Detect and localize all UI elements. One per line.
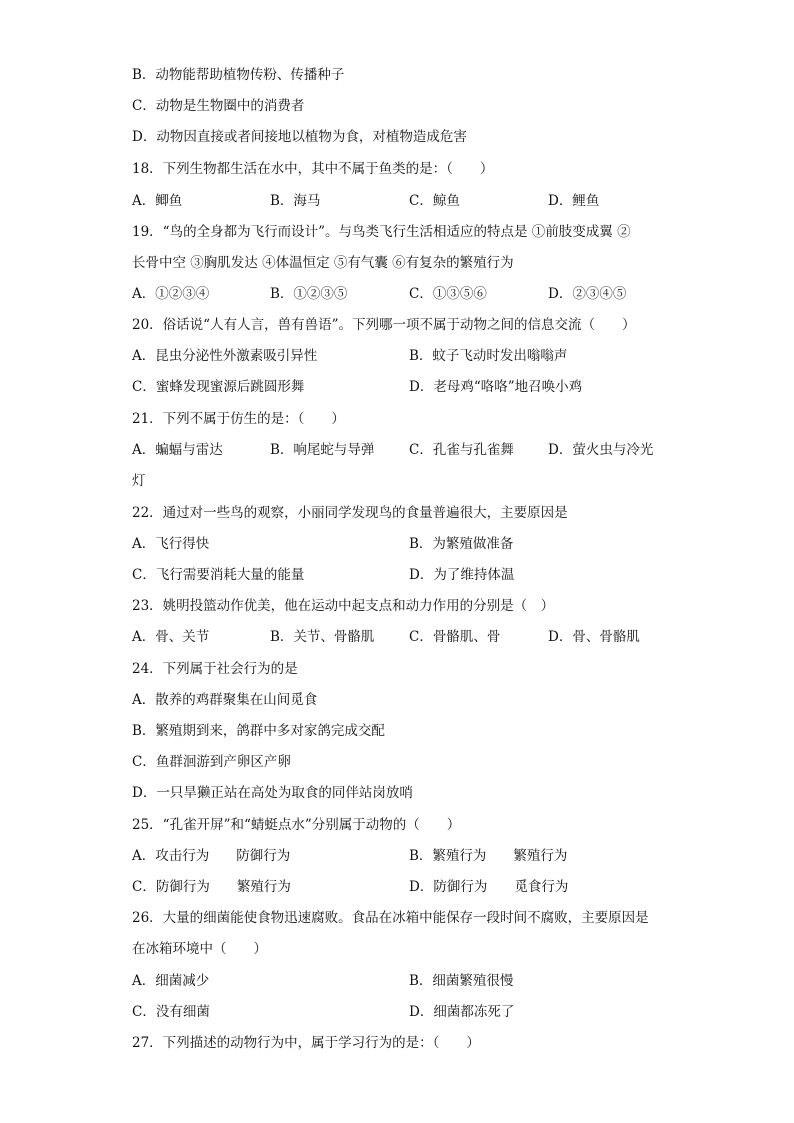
q23-option-a: A．骨、关节 bbox=[132, 629, 210, 645]
q19-option-b: B．①②③⑤ bbox=[270, 286, 348, 302]
q24-option-b: B．繁殖期到来，鸽群中多对家鸽完成交配 bbox=[132, 723, 385, 739]
q20-option-b: B．蚊子飞动时发出嗡嗡声 bbox=[409, 348, 568, 364]
q23-option-c: C．骨骼肌、骨 bbox=[409, 629, 501, 645]
q26-option-b: B．细菌繁殖很慢 bbox=[409, 973, 514, 989]
q19-option-d: D．②③④⑤ bbox=[548, 286, 627, 302]
q20-stem: 20．俗话说“人有人言，兽有兽语”。下列哪一项不属于动物之间的信息交流（ ） bbox=[132, 317, 636, 333]
q21-stem: 21．下列不属于仿生的是：（ ） bbox=[132, 411, 345, 427]
q22-option-b: B．为繁殖做准备 bbox=[409, 536, 514, 552]
q18-stem: 18．下列生物都生活在水中，其中不属于鱼类的是：（ ） bbox=[132, 161, 494, 177]
q18-option-c: C．鲸鱼 bbox=[409, 193, 460, 209]
q22-option-c: C．飞行需要消耗大量的能量 bbox=[132, 567, 305, 583]
q21-option-d-wrap: 灯 bbox=[132, 473, 146, 489]
q24-stem: 24．下列属于社会行为的是 bbox=[132, 661, 298, 677]
q17-option-b: B．动物能帮助植物传粉、传播种子 bbox=[132, 67, 345, 83]
q17-option-c: C．动物是生物圈中的消费者 bbox=[132, 98, 305, 114]
q20-option-c: C．蜜蜂发现蜜源后跳圆形舞 bbox=[132, 379, 305, 395]
q20-option-a: A．昆虫分泌性外激素吸引异性 bbox=[132, 348, 318, 364]
q24-option-a: A．散养的鸡群聚集在山间觅食 bbox=[132, 692, 318, 708]
q20-option-d: D．老母鸡“咯咯”地召唤小鸡 bbox=[409, 379, 583, 395]
q27-stem: 27．下列描述的动物行为中，属于学习行为的是：（ ） bbox=[132, 1035, 480, 1051]
q25-option-c: C．防御行为 繁殖行为 bbox=[132, 879, 291, 895]
q22-stem: 22．通过对一些鸟的观察，小丽同学发现鸟的食量普遍很大，主要原因是 bbox=[132, 505, 568, 521]
q19-option-a: A．①②③④ bbox=[132, 286, 210, 302]
q24-option-c: C．鱼群洄游到产卵区产卵 bbox=[132, 754, 291, 770]
q21-option-a: A．蝙蝠与雷达 bbox=[132, 442, 223, 458]
q21-option-d: D．萤火虫与冷光 bbox=[548, 442, 654, 458]
q22-option-d: D．为了维持体温 bbox=[409, 567, 515, 583]
q25-stem: 25．“孔雀开屏”和“蜻蜓点水”分别属于动物的（ ） bbox=[132, 817, 461, 833]
q18-option-d: D．鲤鱼 bbox=[548, 193, 600, 209]
q19-stem-line1: 19．“鸟的全身都为飞行而设计”。与鸟类飞行生活相适应的特点是 ①前肢变成翼 ② bbox=[132, 224, 631, 240]
q17-option-d: D．动物因直接或者间接地以植物为食，对植物造成危害 bbox=[132, 129, 467, 145]
q23-stem: 23．姚明投篮动作优美，他在运动中起支点和动力作用的分别是（ ） bbox=[132, 598, 555, 614]
q19-option-c: C．①③⑤⑥ bbox=[409, 286, 487, 302]
q19-stem-line2: 长骨中空 ③胸肌发达 ④体温恒定 ⑤有气囊 ⑥有复杂的繁殖行为 bbox=[132, 255, 514, 271]
q26-option-c: C．没有细菌 bbox=[132, 1004, 210, 1020]
q25-option-b: B．繁殖行为 繁殖行为 bbox=[409, 848, 568, 864]
q23-option-d: D．骨、骨骼肌 bbox=[548, 629, 640, 645]
q25-option-d: D．防御行为 觅食行为 bbox=[409, 879, 569, 895]
q26-option-d: D．细菌都冻死了 bbox=[409, 1004, 515, 1020]
q18-option-a: A．鲫鱼 bbox=[132, 193, 183, 209]
q22-option-a: A．飞行得快 bbox=[132, 536, 210, 552]
q23-option-b: B．关节、骨骼肌 bbox=[270, 629, 375, 645]
q26-stem-line1: 26．大量的细菌能使食物迅速腐败。食品在冰箱中能保存一段时间不腐败，主要原因是 bbox=[132, 910, 649, 926]
q26-stem-line2: 在冰箱环境中（ ） bbox=[132, 941, 267, 957]
q24-option-d: D．一只旱獭正站在高处为取食的同伴站岗放哨 bbox=[132, 785, 413, 801]
q21-option-c: C．孔雀与孔雀舞 bbox=[409, 442, 514, 458]
q18-option-b: B．海马 bbox=[270, 193, 321, 209]
q26-option-a: A．细菌减少 bbox=[132, 973, 210, 989]
q21-option-b: B．响尾蛇与导弹 bbox=[270, 442, 375, 458]
q25-option-a: A．攻击行为 防御行为 bbox=[132, 848, 291, 864]
